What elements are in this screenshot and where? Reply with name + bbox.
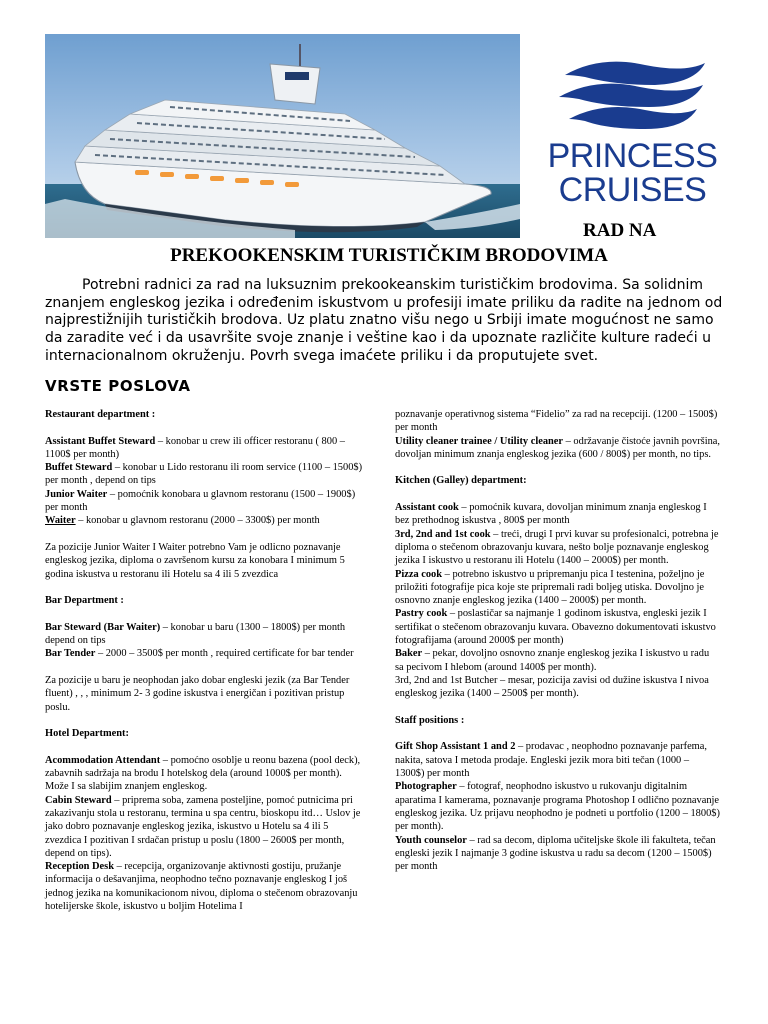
- princess-cruises-logo: [545, 55, 720, 215]
- princess-waves-icon: [545, 55, 720, 140]
- job-entry: Reception Desk – recepcija, organizovanje aktivnosti gostiju, pružanje informacija o dešavanjima, neophodno tečno poznavanje engleskog I još jednog jezika na komunikacionom nivou, diploma o stečenom obrazovanju hotelijerske škole, iskustvo u boljim Hotelima I: [45, 861, 358, 912]
- job-entry: Pastry cook – poslastičar sa najmanje 1 godinom iskustva, engleski jezik I sertifikat o stečenom obrazovanju kuvara. Obavezno dokumentovati iskustvo fotografijama (around 2000$ per month): [395, 608, 716, 647]
- logo-line-cruises: CRUISES: [558, 171, 707, 209]
- butcher-entry: 3rd, 2nd and 1st Butcher – mesar, pozicija zavisi od dužine iskustva I nivoa engleskog jezika (1400 – 2500$ per month).: [395, 674, 709, 700]
- job-entry: Waiter – konobar u glavnom restoranu (2000 – 3300$) per month: [45, 515, 320, 527]
- bar-heading: Bar Department :: [45, 595, 124, 607]
- job-entry: Photographer – fotograf, neophodno iskustvo u rukovanju digitalnim aparatima I kamerama, poznavanje programa Photoshop I odlično poznavanje engleskog jezika. Uz prijavu neophodno je podneti u portfolio (1200 – 1800$) per month).: [395, 781, 720, 833]
- job-entry: Gift Shop Assistant 1 and 2 – prodavac , neophodno poznavanje parfema, nakita, satova I metoda prodaje. Engleski jezik mora biti tečan (1000 – 1300$) per month: [395, 741, 707, 780]
- job-entry: Assistant cook – pomoćnik kuvara, dovoljan minimum znanja engleskog I bez prethodnog iskustva , 800$ per month: [395, 502, 707, 527]
- job-entry: Bar Tender – 2000 – 3500$ per month , required certificate for bar tender: [45, 648, 354, 660]
- reception-continued: poznavanje operativnog sistema “Fidelio” za rad na recepciji. (1200 – 1500$) per month: [395, 409, 718, 434]
- job-entry: Utility cleaner trainee / Utility cleaner – održavanje čistoće javnih površina, dovoljan minimum znanja engleskog jezika (600 / 800$) per month, no tips.: [395, 435, 720, 460]
- job-entry: Assistant Buffet Steward – konobar u crew ili officer restoranu ( 800 – 1100$ per month): [45, 435, 345, 460]
- job-entry: Youth counselor – rad sa decom, diploma učiteljske škole ili fakulteta, tečan engleski jezik I najmanje 3 godine iskustva u radu sa decom (1200 – 1500$) per month: [395, 834, 716, 873]
- cruise-ship-image: [45, 34, 520, 238]
- job-entry: Acommodation Attendant – pomoćno osoblje u reonu bazena (pool deck), zabavnih sadržaja na brodu I hotelskog dela (around 1000$ per month). Može I sa slabijim znanjem engleskog.: [45, 754, 361, 793]
- logo-line-princess: PRINCESS: [547, 137, 718, 175]
- intro-paragraph: Potrebni radnici za rad na luksuznim prekookeanskim turističkim brodovima. Sa solidnim znanjem engleskog jezika i određenim iskustvom u profesiji imate priliku da radite na jednom od najprestižnijih turističkih brodova. Uz platu znatno višu nego u Srbiji imate mogućnost ne samo da zaradite već i da usavršite svoje znanje i veštine kao i da upoznate različite kulture radeći u internacionalnom okruženju. Povrh svega imaćete priliku i da proputujete svet.: [45, 277, 723, 364]
- job-entry: Baker – pekar, dovoljno osnovno znanje engleskog jezika I iskustvo u radu sa pecivom I hlebom (around 1400$ per month).: [395, 648, 710, 673]
- hotel-heading: Hotel Department:: [45, 728, 129, 740]
- job-entry: 3rd, 2nd and 1st cook – treći, drugi I prvi kuvar su profesionalci, potrebna je diploma o stečenom obrazovanju kuvara, nešto bolje poznavanje engleskog jezika I iskustvo u restoranu ili Hotelu (1400 – 2000$) per month.: [395, 528, 719, 567]
- title-line-2: PREKOOKENSKIM TURISTIČKIM BRODOVIMA: [170, 245, 608, 266]
- job-entry: Pizza cook – potrebno iskustvo u pripremanju pica I testenina, poželjno je priložiti fotografije pica koje ste pripremali radi boljeg utiska. Dovoljno je osnovno znanje engleskog jezika (1400 – 2000$) per month.: [395, 568, 705, 607]
- right-column: [395, 408, 720, 873]
- restaurant-heading: Restaurant department :: [45, 409, 156, 420]
- job-entry: Junior Waiter – pomoćnik konobara u glavnom restoranu (1500 – 1900$) per month: [45, 488, 356, 514]
- left-column: [45, 408, 363, 913]
- job-entry: Cabin Steward – priprema soba, zamena posteljine, pomoć putnicima pri zakazivanju stola u restoranu, termina u spa centru, bioskopu itd… Uslov je jako dobro poznavanje engleskog jezika, iskustvo u Hotelu sa 4 ili 5 zvezdica I pozitivan I srdačan pristup u poslu (1800 – 2600$ per month, depend on tips).: [45, 794, 361, 859]
- job-entry: Bar Steward (Bar Waiter) – konobar u baru (1300 – 1800$) per month depend on tips: [45, 621, 346, 647]
- job-entry: Buffet Steward – konobar u Lido restoranu ili room service (1100 – 1500$) per month , depend on tips: [45, 462, 363, 487]
- restaurant-note: Za pozicije Junior Waiter I Waiter potrebno Vam je odlicno poznavanje engleskog jezika, diploma o završenom kursu za konobara I minimum 5 godina iskustva u restoranu ili Hotelu sa 4 ili 5 zvezdica: [45, 541, 345, 580]
- section-heading: VRSTE POSLOVA: [45, 377, 191, 395]
- kitchen-heading: Kitchen (Galley) department:: [395, 475, 527, 487]
- title-line-1: RAD NA: [583, 220, 657, 241]
- staff-heading: Staff positions :: [395, 714, 465, 726]
- bar-note: Za pozicije u baru je neophodan jako dobar engleski jezik (za Bar Tender fluent) , , , minimum 2- 3 godine iskustva i energičan i pozitivan pristup poslu.: [45, 674, 350, 713]
